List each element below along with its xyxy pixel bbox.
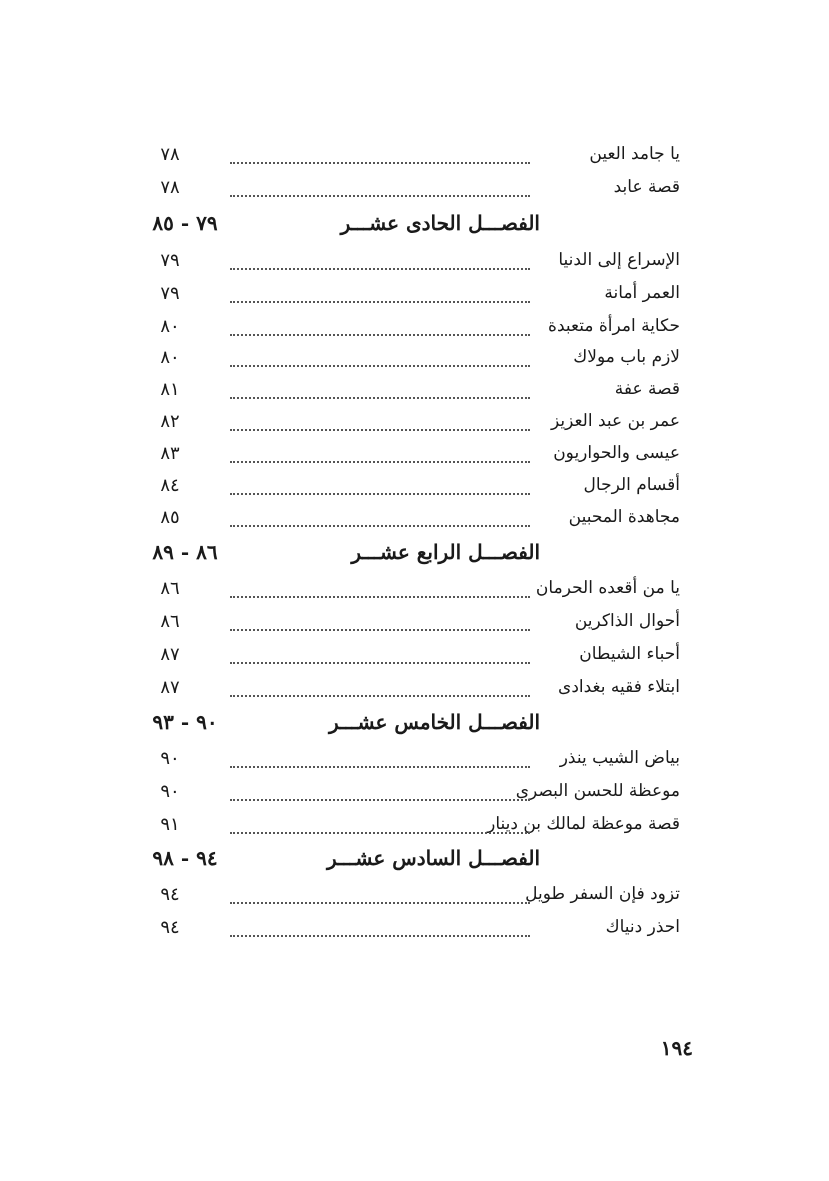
toc-entry: [120, 576, 680, 610]
dot-leader: [230, 888, 530, 904]
dot-leader: [230, 818, 530, 834]
toc-entry: [120, 377, 680, 411]
chapter-title: الفصـــل الرابع عشـــر: [351, 540, 540, 564]
entry-title: العمر أمانة: [604, 283, 680, 303]
entry-title: تزود فإن السفر طويل: [525, 884, 680, 904]
entry-page-number: ٨٣: [160, 443, 180, 464]
entry-title: يا جامد العين: [589, 144, 680, 164]
entry-page-number: ٧٨: [160, 177, 180, 198]
dot-leader: [230, 511, 530, 527]
entry-title: الإسراع إلى الدنيا: [558, 250, 680, 270]
chapter-title: الفصـــل السادس عشـــر: [326, 846, 540, 870]
entry-title: لازم باب مولاك: [573, 347, 680, 367]
toc-entry: [120, 609, 680, 643]
dot-leader: [230, 785, 530, 801]
toc-entry: [120, 281, 680, 315]
entry-page-number: ٨٦: [160, 578, 180, 599]
entry-title: أحباء الشيطان: [579, 644, 680, 664]
entry-page-number: ٨٦: [160, 611, 180, 632]
dot-leader: [230, 320, 530, 336]
entry-title: قصة موعظة لمالك بن دينار: [487, 814, 680, 834]
entry-page-number: ٨٢: [160, 411, 180, 432]
entry-title: مجاهدة المحبين: [568, 507, 680, 527]
entry-page-number: ٨٠: [160, 316, 180, 337]
entry-title: يا من أقعده الحرمان: [535, 578, 680, 598]
chapter-heading-row: [120, 710, 680, 744]
dot-leader: [230, 351, 530, 367]
dot-leader: [230, 254, 530, 270]
entry-page-number: ٨٤: [160, 475, 180, 496]
dot-leader: [230, 681, 530, 697]
chapter-heading-row: [120, 211, 680, 245]
entry-page-number: ٧٨: [160, 144, 180, 165]
toc-entry: [120, 882, 680, 916]
dot-leader: [230, 582, 530, 598]
entry-page-number: ٨٧: [160, 644, 180, 665]
chapter-title: الفصـــل الخامس عشـــر: [328, 710, 540, 734]
entry-page-number: ٨١: [160, 379, 180, 400]
entry-title: حكاية امرأة متعبدة: [548, 316, 680, 336]
toc-entry: [120, 409, 680, 443]
page-number: ١٩٤: [660, 1036, 693, 1060]
dot-leader: [230, 383, 530, 399]
entry-page-number: ٩٤: [160, 917, 180, 938]
entry-title: عمر بن عبد العزيز: [550, 411, 680, 431]
toc-entry: [120, 345, 680, 379]
entry-page-number: ٧٩: [160, 250, 180, 271]
toc-entry: [120, 675, 680, 709]
entry-page-number: ٩١: [160, 814, 180, 835]
chapter-heading-row: [120, 846, 680, 880]
toc-entry: [120, 175, 680, 209]
entry-page-number: ٨٧: [160, 677, 180, 698]
chapter-page-range: ٩٠ - ٩٣: [152, 710, 218, 734]
dot-leader: [230, 287, 530, 303]
chapter-page-range: ٩٤ - ٩٨: [152, 846, 218, 870]
toc-entry: [120, 473, 680, 507]
dot-leader: [230, 181, 530, 197]
entry-page-number: ٨٠: [160, 347, 180, 368]
entry-title: بياض الشيب ينذر: [559, 748, 680, 768]
dot-leader: [230, 415, 530, 431]
toc-entry: [120, 642, 680, 676]
dot-leader: [230, 479, 530, 495]
entry-page-number: ٩٤: [160, 884, 180, 905]
entry-title: قصة عفة: [614, 379, 680, 399]
entry-page-number: ٨٥: [160, 507, 180, 528]
entry-title: أحوال الذاكرين: [574, 611, 680, 631]
entry-title: قصة عابد: [613, 177, 680, 197]
toc-entry: [120, 812, 680, 846]
dot-leader: [230, 921, 530, 937]
toc-entry: [120, 142, 680, 176]
chapter-page-range: ٨٦ - ٨٩: [152, 540, 218, 564]
entry-title: احذر دنياك: [605, 917, 680, 937]
entry-title: ابتلاء فقيه بغدادى: [558, 677, 680, 697]
chapter-heading-row: [120, 540, 680, 574]
toc-entry: [120, 248, 680, 282]
toc-entry: [120, 915, 680, 949]
dot-leader: [230, 648, 530, 664]
entry-title: أقسام الرجال: [583, 475, 680, 495]
entry-title: موعظة للحسن البصرى: [515, 781, 680, 801]
chapter-page-range: ٧٩ - ٨٥: [152, 211, 218, 235]
toc-entry: [120, 314, 680, 348]
chapter-title: الفصـــل الحادى عشـــر: [340, 211, 540, 235]
dot-leader: [230, 752, 530, 768]
dot-leader: [230, 447, 530, 463]
toc-entry: [120, 779, 680, 813]
entry-page-number: ٩٠: [160, 781, 180, 802]
toc-entry: [120, 441, 680, 475]
entry-page-number: ٧٩: [160, 283, 180, 304]
toc-entry: [120, 746, 680, 780]
dot-leader: [230, 615, 530, 631]
entry-page-number: ٩٠: [160, 748, 180, 769]
entry-title: عيسى والحواريون: [553, 443, 680, 463]
dot-leader: [230, 148, 530, 164]
toc-entry: [120, 505, 680, 539]
